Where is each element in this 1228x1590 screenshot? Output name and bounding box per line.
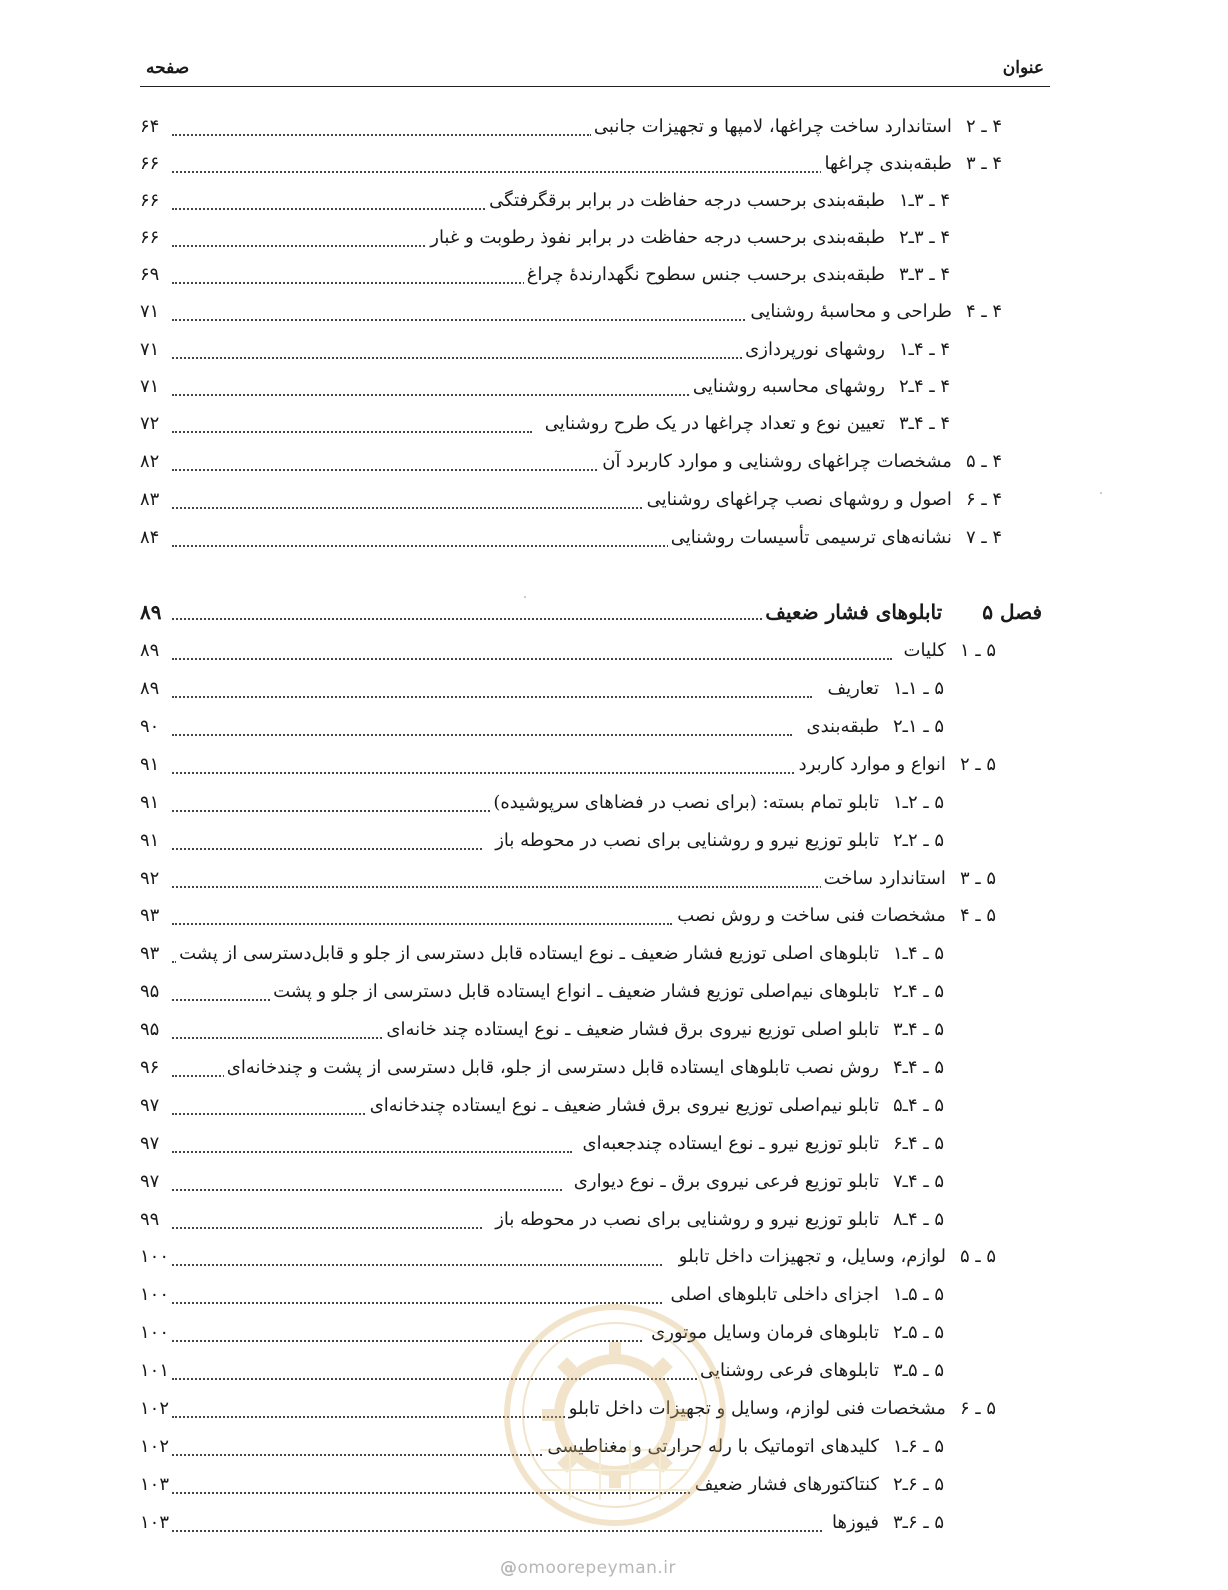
dot-leader [172, 171, 822, 173]
dot-leader [172, 469, 612, 471]
toc-code: ۴ ـ ۶ [965, 489, 1002, 510]
toc-code: ۵ ـ ۵ـ۱ [892, 1284, 944, 1305]
toc-entry-text [824, 678, 944, 699]
toc-title: طبقه‌بندی برحسب درجه حفاظت در برابر برقگرفتگی [489, 190, 885, 211]
toc-page-number: ۶۴ [140, 116, 160, 137]
toc-title: انواع و موارد کاربرد [798, 754, 946, 775]
toc-page-number: ۸۹ [140, 600, 162, 624]
toc-entry[interactable] [0, 866, 1228, 896]
toc-code: ۵ ـ ۴ـ۵ [892, 1095, 944, 1116]
toc-page-number: ۹۷ [140, 1133, 160, 1154]
toc-entry-text [542, 413, 950, 434]
toc-entry[interactable] [0, 374, 1228, 404]
toc-code: ۴ ـ ۵ [965, 451, 1002, 472]
toc-code: ۵ ـ ۴ـ۳ [892, 1019, 944, 1040]
toc-entry-text [821, 868, 996, 889]
dot-leader [172, 734, 792, 736]
toc-title: لوازم، وسایل، و تجهیزات داخل تابلو [678, 1246, 946, 1267]
dot-leader [172, 810, 502, 812]
toc-entry-text [383, 1019, 944, 1040]
toc-page-number: ۸۲ [140, 451, 160, 472]
toc-title: تابلو توزیع نیرو و روشنایی برای نصب در محوطه باز [495, 830, 879, 851]
toc-code: ۴ ـ ۳ـ۲ [898, 227, 950, 248]
toc-entry-text [524, 264, 950, 285]
watermark-url [500, 1558, 676, 1578]
toc-code: ۴ ـ ۳ [965, 153, 1002, 174]
toc-title: طراحی و محاسبهٔ روشنایی [750, 301, 952, 322]
toc-entry-text [676, 1246, 996, 1267]
watermark-seal-icon [500, 1300, 730, 1530]
toc-entry-text [492, 1209, 944, 1230]
toc-entry-text [579, 1133, 944, 1154]
toc-chapter-label: فصل ۵ [982, 600, 1042, 624]
toc-entry-text [367, 1095, 944, 1116]
toc-title: تابلوهای فشار ضعیف [765, 600, 943, 624]
toc-title: تابلو اصلی توزیع نیروی برق فشار ضعیف ـ نوع ایستاده چند خانه‌ای [386, 1019, 879, 1040]
toc-code: ۵ ـ ۶ [959, 1398, 996, 1419]
toc-entry[interactable] [0, 262, 1228, 292]
toc-page-number: ۹۵ [140, 981, 160, 1002]
dot-leader [172, 134, 592, 136]
header-page-label: صفحه [146, 58, 190, 78]
dot-leader [172, 848, 482, 850]
toc-entry[interactable] [0, 1093, 1228, 1123]
toc-title: مشخصات فنی لوازم، وسایل و تجهیزات داخل تابلو [568, 1398, 946, 1419]
toc-page-number: ۱۰۰ [140, 1322, 170, 1343]
toc-entry-text [762, 600, 1042, 624]
toc-title: مشخصات چراغهای روشنایی و موارد کاربرد آن [602, 451, 952, 472]
toc-entry[interactable] [0, 1169, 1228, 1199]
toc-code: ۵ ـ ۲ [959, 754, 996, 775]
toc-title: تابلوهای فرعی روشنایی [700, 1360, 879, 1381]
toc-title: کلیدهای اتوماتیک با رله حرارتی و مغناطیسی [547, 1436, 879, 1457]
dot-leader [172, 357, 742, 359]
toc-entry[interactable] [0, 188, 1228, 218]
toc-page-number: ۱۰۲ [140, 1436, 170, 1457]
dot-leader [172, 282, 532, 284]
scan-speck [1100, 492, 1102, 494]
toc-entry-text [486, 190, 950, 211]
toc-entry-text [821, 153, 1002, 174]
toc-code: ۵ ـ ۴ـ۶ [892, 1133, 944, 1154]
toc-entry-text [803, 716, 944, 737]
toc-entry-text [697, 1360, 944, 1381]
toc-code: ۵ ـ ۶ـ۱ [892, 1436, 944, 1457]
toc-page-number: ۹۹ [140, 1209, 160, 1230]
toc-entry-text [492, 830, 944, 851]
toc-title: تابلو توزیع نیرو و روشنایی برای نصب در محوطه باز [495, 1209, 879, 1230]
toc-code: ۵ ـ ۵ـ۳ [892, 1360, 944, 1381]
toc-code: ۴ ـ ۳ـ۱ [898, 190, 950, 211]
toc-code: ۵ ـ ۱ـ۲ [892, 716, 944, 737]
dot-leader [172, 1189, 562, 1191]
dot-leader [172, 696, 812, 698]
toc-code: ۵ ـ ۶ـ۳ [892, 1512, 944, 1533]
toc-page-number: ۱۰۳ [140, 1512, 170, 1533]
toc-title: تابلوهای فرمان وسایل موتوری [651, 1322, 879, 1343]
toc-title: تابلو تمام بسته: (برای نصب در فضاهای سرپوشیده) [493, 792, 879, 813]
toc-code: ۵ ـ ۴ [959, 905, 996, 926]
toc-page-number: ۷۱ [140, 301, 160, 322]
toc-entry-text [427, 227, 950, 248]
dot-leader [172, 886, 822, 888]
dot-leader [172, 1113, 372, 1115]
dot-leader [172, 618, 782, 620]
toc-page-number: ۹۳ [140, 943, 160, 964]
toc-title: طبقه‌بندی [806, 716, 879, 737]
toc-page-number: ۹۰ [140, 716, 160, 737]
toc-title: مشخصات فنی ساخت و روش نصب [677, 905, 946, 926]
toc-entry-text [176, 943, 944, 964]
toc-page-number: ۸۹ [140, 678, 160, 699]
toc-entry-text [747, 301, 1002, 322]
toc-title: اجزای داخلی تابلوهای اصلی [670, 1284, 879, 1305]
toc-page-number: ۱۰۲ [140, 1398, 170, 1419]
toc-title: تابلوهای نیم‌اصلی توزیع فشار ضعیف ـ انواع ایستاده قابل دسترسی از جلو و پشت [273, 981, 879, 1002]
toc-entry[interactable] [0, 1244, 1228, 1274]
dot-leader [172, 1227, 482, 1229]
toc-page-number: ۸۴ [140, 527, 160, 548]
toc-entry-text [742, 339, 950, 360]
toc-entry-text [490, 792, 944, 813]
toc-code: ۵ ـ ۵ـ۲ [892, 1322, 944, 1343]
toc-page-number: ۹۵ [140, 1019, 160, 1040]
toc-entry-text [796, 754, 996, 775]
toc-entry-text [270, 981, 944, 1002]
dot-leader [172, 999, 282, 1001]
toc-code: ۵ ـ ۱ـ۱ [892, 678, 944, 699]
toc-code: ۵ ـ ۲ـ۱ [892, 792, 944, 813]
dot-leader [172, 658, 892, 660]
toc-entry[interactable] [0, 828, 1228, 858]
toc-page-number: ۷۱ [140, 339, 160, 360]
toc-title: روشهای محاسبه روشنایی [692, 376, 885, 397]
dot-leader [172, 507, 642, 509]
toc-code: ۵ ـ ۵ [959, 1246, 996, 1267]
toc-code: ۴ ـ ۳ـ۳ [898, 264, 950, 285]
toc-page-number: ۶۶ [140, 153, 160, 174]
toc-entry-text [571, 1171, 944, 1192]
toc-page-number: ۹۳ [140, 905, 160, 926]
toc-page-number: ۸۹ [140, 640, 160, 661]
toc-title: فیوزها [831, 1512, 879, 1533]
toc-code: ۴ ـ ۴ـ۱ [898, 339, 950, 360]
toc-entry[interactable] [0, 337, 1228, 367]
toc-entry-text [591, 116, 1002, 137]
toc-entry[interactable] [0, 449, 1228, 479]
toc-code: ۵ ـ ۲ـ۲ [892, 830, 944, 851]
toc-chapter-heading[interactable] [0, 598, 1228, 628]
toc-entry-text [829, 1512, 944, 1533]
toc-title: روشهای نورپردازی [745, 339, 885, 360]
toc-entry-text [668, 527, 1002, 548]
toc-entry[interactable] [0, 903, 1228, 933]
toc-title: تابلو نیم‌اصلی توزیع نیروی برق فشار ضعیف ـ نوع ایستاده چندخانه‌ای [369, 1095, 879, 1116]
toc-entry[interactable] [0, 714, 1228, 744]
toc-page-number: ۷۲ [140, 413, 160, 434]
toc-page-number: ۷۱ [140, 376, 160, 397]
toc-code: ۵ ـ ۴ـ۴ [892, 1057, 944, 1078]
toc-page-number: ۹۷ [140, 1095, 160, 1116]
dot-leader [172, 208, 492, 210]
toc-entry-text [674, 905, 996, 926]
toc-title: تعیین نوع و تعداد چراغها در یک طرح روشنایی [544, 413, 885, 434]
toc-page-number: ۶۶ [140, 190, 160, 211]
dot-leader [172, 1454, 542, 1456]
toc-entry[interactable] [0, 151, 1228, 181]
toc-title: تعاریف [827, 678, 879, 699]
scan-speck [524, 596, 526, 598]
toc-title: نشانه‌های ترسیمی تأسیسات روشنایی [670, 527, 952, 548]
watermark-at-icon: @ [500, 1558, 518, 1578]
toc-page-number: ۱۰۰ [140, 1246, 170, 1267]
toc-entry[interactable] [0, 790, 1228, 820]
toc-code: ۴ ـ ۴ـ۳ [898, 413, 950, 434]
toc-entry[interactable] [0, 1017, 1228, 1047]
header-title: عنوان [1002, 58, 1044, 78]
toc-code: ۴ ـ ۲ [965, 116, 1002, 137]
toc-entry[interactable] [0, 676, 1228, 706]
dot-leader [172, 1264, 662, 1266]
watermark-url-text: omoorepeyman.ir [517, 1558, 677, 1578]
toc-title: تابلو توزیع فرعی نیروی برق ـ نوع دیواری [573, 1171, 879, 1192]
toc-entry[interactable] [0, 525, 1228, 555]
toc-page-number: ۱۰۰ [140, 1284, 170, 1305]
dot-leader [172, 923, 672, 925]
toc-page-number: ۱۰۳ [140, 1474, 170, 1495]
toc-code: ۵ ـ ۴ـ۱ [892, 943, 944, 964]
toc-page-number: ۹۱ [140, 754, 160, 775]
toc-code: ۵ ـ ۱ [959, 640, 996, 661]
toc-entry[interactable] [0, 941, 1228, 971]
toc-page-number: ۹۱ [140, 792, 160, 813]
toc-title: کلیات [903, 640, 946, 661]
dot-leader [172, 772, 822, 774]
toc-code: ۴ ـ ۴ـ۲ [898, 376, 950, 397]
toc-entry-text [644, 489, 1002, 510]
dot-leader [172, 1151, 572, 1153]
dot-leader [172, 545, 672, 547]
toc-entry[interactable] [0, 1207, 1228, 1237]
toc-title: اصول و روشهای نصب چراغهای روشنایی [646, 489, 952, 510]
toc-code: ۵ ـ ۴ـ۲ [892, 981, 944, 1002]
toc-page-number: ۱۰۱ [140, 1360, 170, 1381]
dot-leader [172, 1530, 822, 1532]
dot-leader [172, 1037, 382, 1039]
dot-leader [172, 394, 692, 396]
toc-entry[interactable] [0, 487, 1228, 517]
toc-entry-text [901, 640, 996, 661]
toc-page-number: ۹۱ [140, 830, 160, 851]
toc-entry[interactable] [0, 225, 1228, 255]
toc-entry[interactable] [0, 299, 1228, 329]
toc-title: استاندارد ساخت چراغها، لامپها و تجهیزات جانبی [593, 116, 952, 137]
toc-code: ۵ ـ ۳ [959, 868, 996, 889]
toc-entry-text [224, 1057, 944, 1078]
toc-entry-text [690, 376, 950, 397]
toc-title: کنتاکتورهای فشار ضعیف [694, 1474, 879, 1495]
toc-entry[interactable] [0, 1131, 1228, 1161]
toc-page-number: ۹۲ [140, 868, 160, 889]
toc-title: طبقه‌بندی برحسب جنس سطوح نگهدارندهٔ چراغ [526, 264, 885, 285]
toc-page-number: ۸۳ [140, 489, 160, 510]
toc-title: تابلوهای اصلی توزیع فشار ضعیف ـ نوع ایستاده قابل دسترسی از جلو و قابل‌دسترسی از پشت [179, 943, 879, 964]
toc-page-number: ۶۹ [140, 264, 160, 285]
toc-entry[interactable] [0, 979, 1228, 1009]
dot-leader [172, 319, 752, 321]
toc-entry[interactable] [0, 411, 1228, 441]
toc-entry[interactable] [0, 1055, 1228, 1085]
toc-entry-text [599, 451, 1002, 472]
toc-code: ۴ ـ ۴ [965, 301, 1002, 322]
dot-leader [172, 431, 532, 433]
toc-title: تابلو توزیع نیرو ـ نوع ایستاده چندجعبه‌ای [582, 1133, 879, 1154]
toc-page-number: ۹۶ [140, 1057, 160, 1078]
toc-page-number: ۶۶ [140, 227, 160, 248]
toc-code: ۵ ـ ۶ـ۲ [892, 1474, 944, 1495]
toc-title: استاندارد ساخت [823, 868, 946, 889]
toc-title: روش نصب تابلوهای ایستاده قابل دسترسی از جلو، قابل دسترسی از پشت و چندخانه‌ای [226, 1057, 879, 1078]
dot-leader [172, 245, 432, 247]
toc-entry[interactable] [0, 638, 1228, 668]
toc-header [140, 56, 1050, 87]
toc-entry[interactable] [0, 752, 1228, 782]
toc-entry[interactable] [0, 114, 1228, 144]
toc-code: ۵ ـ ۴ـ۷ [892, 1171, 944, 1192]
toc-title: طبقه‌بندی چراغها [824, 153, 952, 174]
toc-code: ۴ ـ ۷ [965, 527, 1002, 548]
toc-code: ۵ ـ ۴ـ۸ [892, 1209, 944, 1230]
toc-title: طبقه‌بندی برحسب درجه حفاظت در برابر نفوذ رطوبت و غبار [430, 227, 885, 248]
toc-page-number: ۹۷ [140, 1171, 160, 1192]
